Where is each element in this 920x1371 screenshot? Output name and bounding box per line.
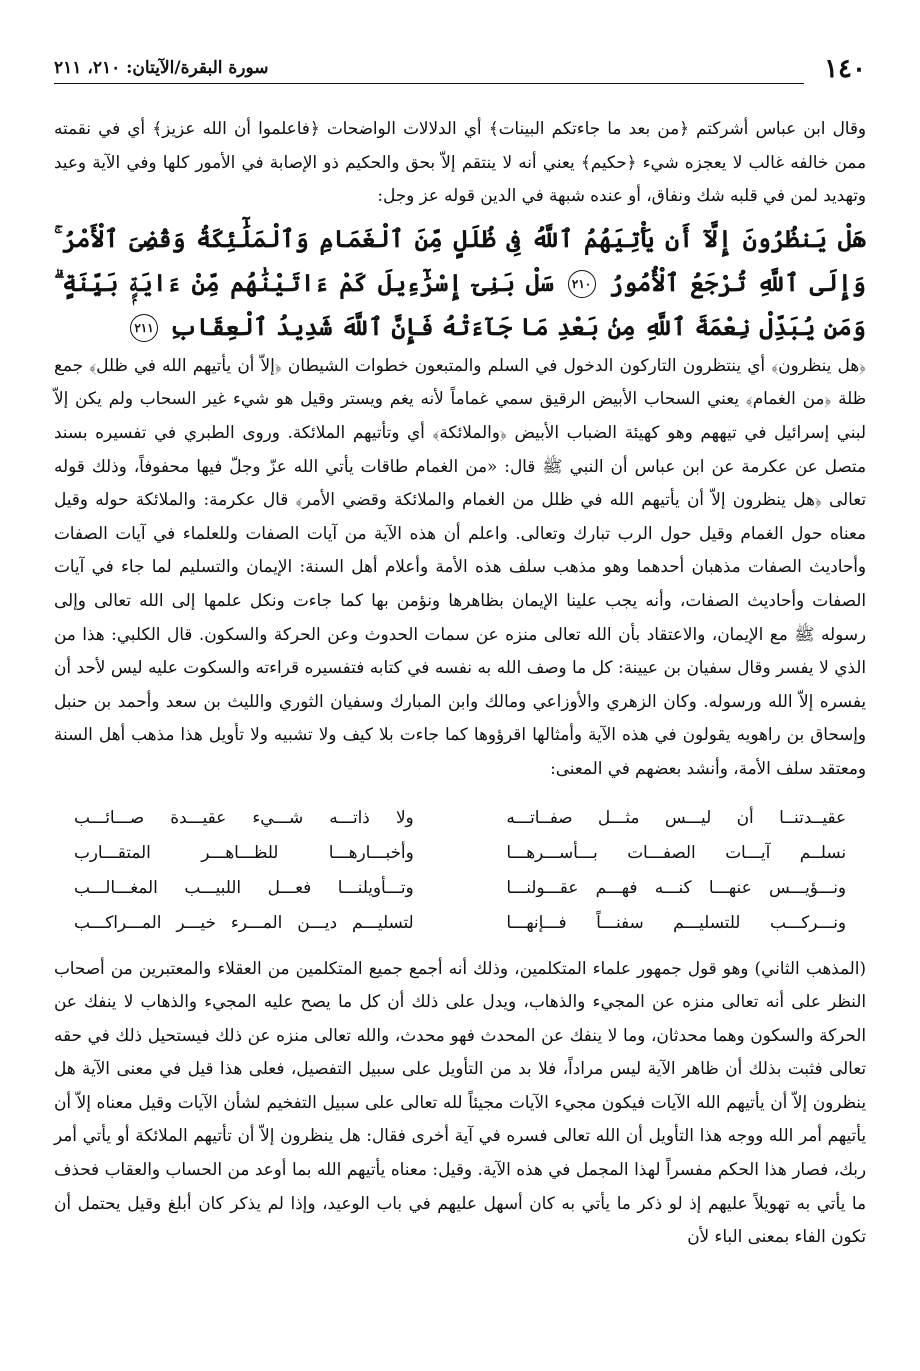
- poem-hemistich-second: وتـــأويلنـــا فعـــل اللبيـــب المغـــالـــب: [74, 876, 414, 897]
- ayah-number-marker: ٢١٠: [568, 270, 596, 298]
- page-body: [54, 112, 866, 1254]
- poem-verse: [74, 905, 846, 940]
- quran-verse-block: [54, 217, 866, 349]
- poem-block: [74, 800, 846, 940]
- poem-verse: [74, 835, 846, 870]
- poem-hemistich-second: وأخبـــارهـــا للظـــاهـــر المتقـــارب: [74, 841, 414, 862]
- poem-verse: [74, 800, 846, 835]
- poem-hemistich-first: ونـــركـــب للتسليـــم سفنـــاً فـــإنهـــا: [506, 911, 846, 932]
- header-rule: [54, 83, 804, 84]
- second-school-paragraph: (المذهب الثاني) وهو قول جمهور علماء المتكلمين، وذلك أنه أجمع جميع المتكلمين من العقلاء والمعتبرين من أصحاب النظر على أنه تعالى منزه عن المجيء والذهاب، ويدل على ذلك أن كل ما يصح عليه المجيء والذهاب لا ينفك عن الحركة والسكون وهما محدثان، وما لا ينفك عن المحدث فهو محدث، والله تعالى منزه عن ذلك فيستحيل ذلك في حقه تعالى فثبت بذلك أن ظاهر الآية ليس مراداً، فلا بد من التأويل على سبيل التفصيل، فعلى هذا قيل في معنى الآية هل ينظرون إلاّ أن يأتيهم الله الآيات فيكون مجيء الآيات مجيئاً لله تعالى على سبيل التفخيم لشأن الآيات وقيل معناه إلاّ أن يأتيهم أمر الله ووجه هذا التأويل أن الله تعالى فسره في آية أخرى فقال: هل ينظرون إلاّ أن تأتيهم الملائكة أو يأتي أمر ربك، فصار هذا الحكم مفسراً لهذا المجمل في هذه الآية. وقيل: معناه يأتيهم الله بما أوعد من الحساب والعقاب فحذف ما يأتي به تهويلاً عليهم إذ لو ذكر ما يأتي به كان أسهل عليهم في باب الوعيد، وإذا لم يذكر كان أبلغ وقيل يحتمل أن تكون الفاء بمعنى الباء لأن: [54, 957, 866, 1247]
- verse-text-210: هَلْ يَنظُرُونَ إِلَّآ أَن يَأْتِيَهُمُ ٱللَّهُ فِى ظُلَلٍ مِّنَ ٱلْغَمَامِ وَٱلْمَلَٰٓئِكَةُ وَقُضِىَ ٱلْأَمْرُ ۚ وَإِلَى ٱللَّهِ تُرْجَعُ ٱلْأُمُورُ: [54, 223, 867, 297]
- page-number: ١٤٠: [824, 54, 866, 84]
- poem-hemistich-second: لتسليـــم ديـــن المـــرء خيـــر المـــراكـــب: [74, 911, 414, 932]
- page-header: [54, 56, 866, 86]
- poem-hemistich-first: عقيــدتنــا أن ليـــس مثـــل صفــاتـــه: [506, 806, 846, 827]
- poem-hemistich-second: ولا ذاتـــه شـــيء عقيـــدة صـــائـــب: [74, 806, 414, 827]
- ayah-number-marker: ٢١١: [130, 314, 158, 342]
- commentary-paragraph: ﴿هل ينظرون﴾ أي ينتظرون التاركون الدخول في السلم والمتبعون خطوات الشيطان ﴿إلاّ أن يأتيهم الله في ظلل﴾ جمع ظلة ﴿من الغمام﴾ يعني السحاب الأبيض الرقيق سمي غماماً لأنه يغم ويستر وقيل هو شيء غير السحاب ولم يكن إلاّ لبني إسرائيل في تيههم وهو كهيئة الضباب الأبيض ﴿والملائكة﴾ أي وتأتيهم الملائكة. وروى الطبري في تفسيره بسند متصل عن عكرمة عن ابن عباس أن النبي ﷺ قال: «من الغمام طاقات يأتي الله عزّ وجلّ فيها محفوفاً، وذلك قوله تعالى ﴿هل ينظرون إلاّ أن يأتيهم الله في ظلل من الغمام والملائكة وقضي الأمر﴾ قال عكرمة: والملائكة حوله وقيل معناه حول الغمام وقيل حول الرب تبارك وتعالى. واعلم أن هذه الآية من آيات الصفات وللعلماء في آيات الصفات وأحاديث الصفات مذهبان أحدهما وهو مذهب سلف هذه الأمة وأعلام أهل السنة: الإيمان والتسليم لما جاء في آيات الصفات وأحاديث الصفات، وأنه يجب علينا الإيمان بظاهرها ونؤمن بها كما جاءت ونكل علمها إلى الله تعالى وإلى رسوله ﷺ مع الإيمان، والاعتقاد بأن الله تعالى منزه عن سمات الحدوث وعن الحركة والسكون. قال الكلبي: هذا من الذي لا يفسر وقال سفيان بن عيينة: كل ما وصف الله به نفسه في كتابه فتفسيره قراءته والسكوت عليه ليس لأحد أن يفسره إلاّ الله ورسوله. وكان الزهري والأوزاعي ومالك وابن المبارك وسفيان الثوري والليث بن سعد وأحمد بن حنبل وإسحاق بن راهويه يقولون في هذه الآية وأمثالها اقرؤوها كما جاءت بلا كيف ولا تشبيه ولا تأويل هذا مذهب أهل السنة ومعتقد سلف الأمة، وأنشد بعضهم في المعنى:: [54, 354, 866, 778]
- running-title: سورة البقرة/الآيتان: ٢١٠، ٢١١: [54, 58, 269, 78]
- poem-verse: [74, 870, 846, 905]
- verse-text-211: سَلْ بَنِىٓ إِسْرَٰٓءِيلَ كَمْ ءَاتَيْنَٰهُم مِّنْ ءَايَةٍۭ بَيِّنَةٍ ۗ وَمَن يُبَدِّلْ نِعْمَةَ ٱللَّهِ مِنۢ بَعْدِ مَا جَآءَتْهُ فَإِنَّ ٱللَّهَ شَدِيدُ ٱلْعِقَابِ: [54, 267, 866, 341]
- poem-hemistich-first: ونـــؤيـــس عنهـــا كنـــه فهـــم عقـــولنـــا: [506, 876, 846, 897]
- poem-hemistich-first: نسلــم آيـــات الصفـــات بـــأســـرهـــا: [506, 841, 846, 862]
- intro-paragraph: وقال ابن عباس أشركتم ﴿من بعد ما جاءتكم البينات﴾ أي الدلالات الواضحات ﴿فاعلموا أن الله عزيز﴾ أي في نقمته ممن خالفه غالب لا يعجزه شيء ﴿حكيم﴾ يعني أنه لا ينتقم إلاّ بحق والحكيم ذو الإصابة في الأمور كلها وفي الآية وعيد وتهديد لمن في قلبه شك ونفاق، أو عنده شبهة في الدين قوله عز وجل:: [54, 118, 866, 206]
